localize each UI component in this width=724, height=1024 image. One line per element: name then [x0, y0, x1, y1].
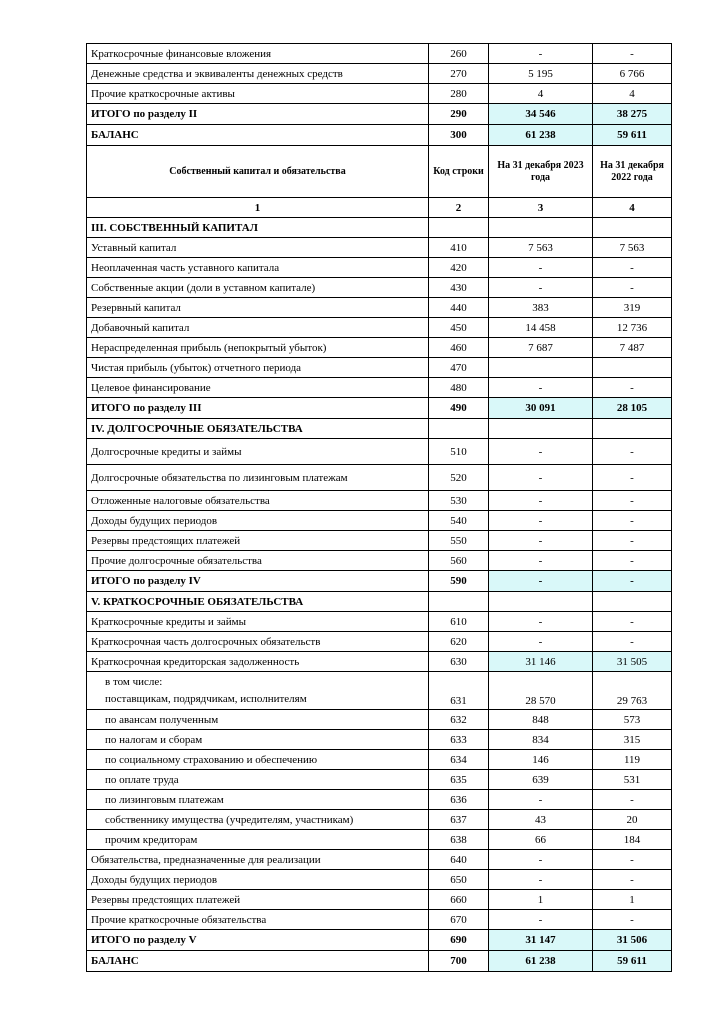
row-name: Краткосрочная часть долгосрочных обязательств: [87, 632, 429, 652]
value-2022: -: [593, 632, 672, 652]
value-2023: 4: [489, 84, 593, 104]
column-numbers-row: [87, 198, 672, 218]
value-2022: -: [593, 511, 672, 531]
row-name: по налогам и сборам: [87, 730, 429, 750]
section-header-row: [87, 419, 672, 439]
row-code: [429, 672, 489, 710]
column-number: 1: [87, 198, 429, 218]
total-row: [87, 398, 672, 419]
table-row: [87, 491, 672, 511]
row-name: III. СОБСТВЕННЫЙ КАПИТАЛ: [87, 218, 429, 238]
row-name: Отложенные налоговые обязательства: [87, 491, 429, 511]
value-2023: 34 546: [489, 104, 593, 125]
total-row: [87, 104, 672, 125]
value-2022: -: [593, 439, 672, 465]
value-2022: 7 487: [593, 338, 672, 358]
row-name: Чистая прибыль (убыток) отчетного периода: [87, 358, 429, 378]
table-row: [87, 810, 672, 830]
row-code: 300: [429, 125, 489, 146]
row-code: 670: [429, 910, 489, 930]
value-2023: -: [489, 439, 593, 465]
value-2023: -: [489, 258, 593, 278]
row-code: 470: [429, 358, 489, 378]
row-name: ИТОГО по разделу V: [87, 930, 429, 951]
row-code: 260: [429, 44, 489, 64]
row-name: БАЛАНС: [87, 951, 429, 972]
value-2022: 31 506: [593, 930, 672, 951]
row-code: 530: [429, 491, 489, 511]
row-name: Собственные акции (доли в уставном капитале): [87, 278, 429, 298]
total-row: [87, 930, 672, 951]
value-2023: -: [489, 850, 593, 870]
value-2022: -: [593, 571, 672, 592]
value-2022: -: [593, 612, 672, 632]
balance-sheet-table: [86, 43, 672, 972]
value-2022: 531: [593, 770, 672, 790]
value-2023: -: [489, 571, 593, 592]
value-2022: -: [593, 465, 672, 491]
value-2023: -: [489, 465, 593, 491]
value-2022: 119: [593, 750, 672, 770]
value-2023: -: [489, 531, 593, 551]
value-2023: -: [489, 278, 593, 298]
row-code: 700: [429, 951, 489, 972]
value-2022: [593, 218, 672, 238]
row-name: Уставный капитал: [87, 238, 429, 258]
value-2022: 31 505: [593, 652, 672, 672]
column-number: 3: [489, 198, 593, 218]
value-2023: 639: [489, 770, 593, 790]
value-2023: 834: [489, 730, 593, 750]
value-2022: [593, 592, 672, 612]
row-code: 490: [429, 398, 489, 419]
value-2022: 59 611: [593, 125, 672, 146]
value-2022: -: [593, 850, 672, 870]
row-code: 460: [429, 338, 489, 358]
value-2023: 5 195: [489, 64, 593, 84]
row-name: [87, 672, 429, 710]
header-col-name: Собственный капитал и обязательства: [87, 146, 429, 198]
column-number: 2: [429, 198, 489, 218]
table-row: [87, 770, 672, 790]
row-code: 638: [429, 830, 489, 850]
header-col-code: Код строки: [429, 146, 489, 198]
value-2023: [489, 218, 593, 238]
table-row: [87, 531, 672, 551]
row-code: 636: [429, 790, 489, 810]
table-header-row: [87, 146, 672, 198]
row-code: 280: [429, 84, 489, 104]
table-row: [87, 551, 672, 571]
row-code: 590: [429, 571, 489, 592]
value-2022: -: [593, 378, 672, 398]
row-code: 510: [429, 439, 489, 465]
value-2023: -: [489, 612, 593, 632]
value-2022: 12 736: [593, 318, 672, 338]
value-2023: 43: [489, 810, 593, 830]
row-name: ИТОГО по разделу III: [87, 398, 429, 419]
table-row: [87, 632, 672, 652]
liabilities-section: [87, 218, 672, 972]
value-2022: -: [593, 531, 672, 551]
row-code: 550: [429, 531, 489, 551]
section-header-row: [87, 592, 672, 612]
value-2023: 30 091: [489, 398, 593, 419]
row-code: 630: [429, 652, 489, 672]
row-code: 633: [429, 730, 489, 750]
value-2023: 7 563: [489, 238, 593, 258]
row-code: 610: [429, 612, 489, 632]
value-2022: 573: [593, 710, 672, 730]
value-2023: -: [489, 870, 593, 890]
value-2022: 4: [593, 84, 672, 104]
value-2022: 319: [593, 298, 672, 318]
row-code: 632: [429, 710, 489, 730]
row-name: Обязательства, предназначенные для реализации: [87, 850, 429, 870]
table-row: [87, 612, 672, 632]
value-2023: 31 146: [489, 652, 593, 672]
value-2022: -: [593, 870, 672, 890]
table-row: [87, 238, 672, 258]
table-row: [87, 652, 672, 672]
value-2022: -: [593, 278, 672, 298]
value-2023: 848: [489, 710, 593, 730]
table-row: [87, 730, 672, 750]
value-2022: -: [593, 491, 672, 511]
row-code: 520: [429, 465, 489, 491]
row-code: [429, 419, 489, 439]
value-2022: 184: [593, 830, 672, 850]
total-row: [87, 951, 672, 972]
row-code: 620: [429, 632, 489, 652]
row-code: 420: [429, 258, 489, 278]
value-2023: 14 458: [489, 318, 593, 338]
row-code: 480: [429, 378, 489, 398]
table-row: [87, 64, 672, 84]
header-col-2022: На 31 декабря 2022 года: [593, 146, 672, 198]
value-2023: 66: [489, 830, 593, 850]
row-name: Долгосрочные кредиты и займы: [87, 439, 429, 465]
value-2023: 383: [489, 298, 593, 318]
row-name: Денежные средства и эквиваленты денежных средств: [87, 64, 429, 84]
value-2023: -: [489, 44, 593, 64]
table-row: [87, 44, 672, 64]
table-row: [87, 672, 672, 710]
value-2022: 29 763: [616, 695, 648, 707]
table-row: [87, 910, 672, 930]
table-row: [87, 378, 672, 398]
row-code: 270: [429, 64, 489, 84]
row-code: 640: [429, 850, 489, 870]
value-2022: -: [593, 551, 672, 571]
value-2022: [593, 419, 672, 439]
value-2023: 146: [489, 750, 593, 770]
table-row: [87, 298, 672, 318]
row-code: [429, 592, 489, 612]
row-code: 637: [429, 810, 489, 830]
value-2022: 59 611: [593, 951, 672, 972]
row-name: Резервы предстоящих платежей: [87, 890, 429, 910]
value-2022: 7 563: [593, 238, 672, 258]
row-code: 660: [429, 890, 489, 910]
table-row: [87, 465, 672, 491]
row-name: Добавочный капитал: [87, 318, 429, 338]
row-code: 631: [450, 695, 467, 707]
value-2022: 28 105: [593, 398, 672, 419]
row-name: Доходы будущих периодов: [87, 870, 429, 890]
row-code: 540: [429, 511, 489, 531]
row-name: Доходы будущих периодов: [87, 511, 429, 531]
row-code: 290: [429, 104, 489, 125]
header-col-2023: На 31 декабря 2023 года: [489, 146, 593, 198]
value-2022: 38 275: [593, 104, 672, 125]
row-name: Краткосрочная кредиторская задолженность: [87, 652, 429, 672]
table-row: [87, 870, 672, 890]
row-name: по авансам полученным: [87, 710, 429, 730]
row-name: ИТОГО по разделу II: [87, 104, 429, 125]
value-2022: 6 766: [593, 64, 672, 84]
row-code: 690: [429, 930, 489, 951]
row-code: 650: [429, 870, 489, 890]
row-name: Нераспределенная прибыль (непокрытый убыток): [87, 338, 429, 358]
table-row: [87, 278, 672, 298]
value-2023: -: [489, 491, 593, 511]
row-name: по социальному страхованию и обеспечению: [87, 750, 429, 770]
table-row: [87, 338, 672, 358]
table-row: [87, 318, 672, 338]
table-row: [87, 850, 672, 870]
row-name: V. КРАТКОСРОЧНЫЕ ОБЯЗАТЕЛЬСТВА: [87, 592, 429, 612]
table-row: [87, 710, 672, 730]
row-name: собственнику имущества (учредителям, участникам): [87, 810, 429, 830]
table-row: [87, 358, 672, 378]
value-2023: 1: [489, 890, 593, 910]
table-row: [87, 84, 672, 104]
row-name: Резервный капитал: [87, 298, 429, 318]
row-code: [429, 218, 489, 238]
row-name: Прочие краткосрочные обязательства: [87, 910, 429, 930]
value-2023: [489, 419, 593, 439]
row-code: 450: [429, 318, 489, 338]
value-2023: 31 147: [489, 930, 593, 951]
value-2023: -: [489, 511, 593, 531]
table-row: [87, 750, 672, 770]
including-label: в том числе:: [105, 676, 163, 688]
table-row: [87, 439, 672, 465]
value-2023: 7 687: [489, 338, 593, 358]
row-name: IV. ДОЛГОСРОЧНЫЕ ОБЯЗАТЕЛЬСТВА: [87, 419, 429, 439]
row-code: 430: [429, 278, 489, 298]
value-2023: [489, 592, 593, 612]
row-name: Долгосрочные обязательства по лизинговым платежам: [87, 465, 429, 491]
value-2023: -: [489, 551, 593, 571]
row-name: по лизинговым платежам: [87, 790, 429, 810]
value-2022: -: [593, 44, 672, 64]
value-2022: -: [593, 910, 672, 930]
row-name: Краткосрочные кредиты и займы: [87, 612, 429, 632]
value-2022: [593, 358, 672, 378]
row-name: Прочие краткосрочные активы: [87, 84, 429, 104]
row-name: ИТОГО по разделу IV: [87, 571, 429, 592]
row-code: 440: [429, 298, 489, 318]
value-2023: -: [489, 790, 593, 810]
row-name: Прочие долгосрочные обязательства: [87, 551, 429, 571]
value-2022: 315: [593, 730, 672, 750]
row-name: Резервы предстоящих платежей: [87, 531, 429, 551]
row-code: 635: [429, 770, 489, 790]
value-2022: -: [593, 258, 672, 278]
table-row: [87, 790, 672, 810]
value-2022: 1: [593, 890, 672, 910]
row-name: прочим кредиторам: [87, 830, 429, 850]
row-name: Краткосрочные финансовые вложения: [87, 44, 429, 64]
row-code: 634: [429, 750, 489, 770]
row-name: по оплате труда: [87, 770, 429, 790]
value-2023: -: [489, 632, 593, 652]
column-number: 4: [593, 198, 672, 218]
value-2023: [489, 672, 593, 710]
total-row: [87, 571, 672, 592]
value-2023: [489, 358, 593, 378]
value-2023: -: [489, 910, 593, 930]
row-name: Неоплаченная часть уставного капитала: [87, 258, 429, 278]
value-2023: 61 238: [489, 125, 593, 146]
value-2022: [593, 672, 672, 710]
value-2023: 28 570: [525, 695, 556, 707]
row-name: Целевое финансирование: [87, 378, 429, 398]
row-code: 410: [429, 238, 489, 258]
row-name: поставщикам, подрядчикам, исполнителям: [105, 693, 307, 705]
table-row: [87, 890, 672, 910]
value-2022: -: [593, 790, 672, 810]
table-row: [87, 830, 672, 850]
row-name: БАЛАНС: [87, 125, 429, 146]
value-2023: -: [489, 378, 593, 398]
value-2023: 61 238: [489, 951, 593, 972]
table-row: [87, 511, 672, 531]
total-row: [87, 125, 672, 146]
value-2022: 20: [593, 810, 672, 830]
section-header-row: [87, 218, 672, 238]
row-code: 560: [429, 551, 489, 571]
table-row: [87, 258, 672, 278]
